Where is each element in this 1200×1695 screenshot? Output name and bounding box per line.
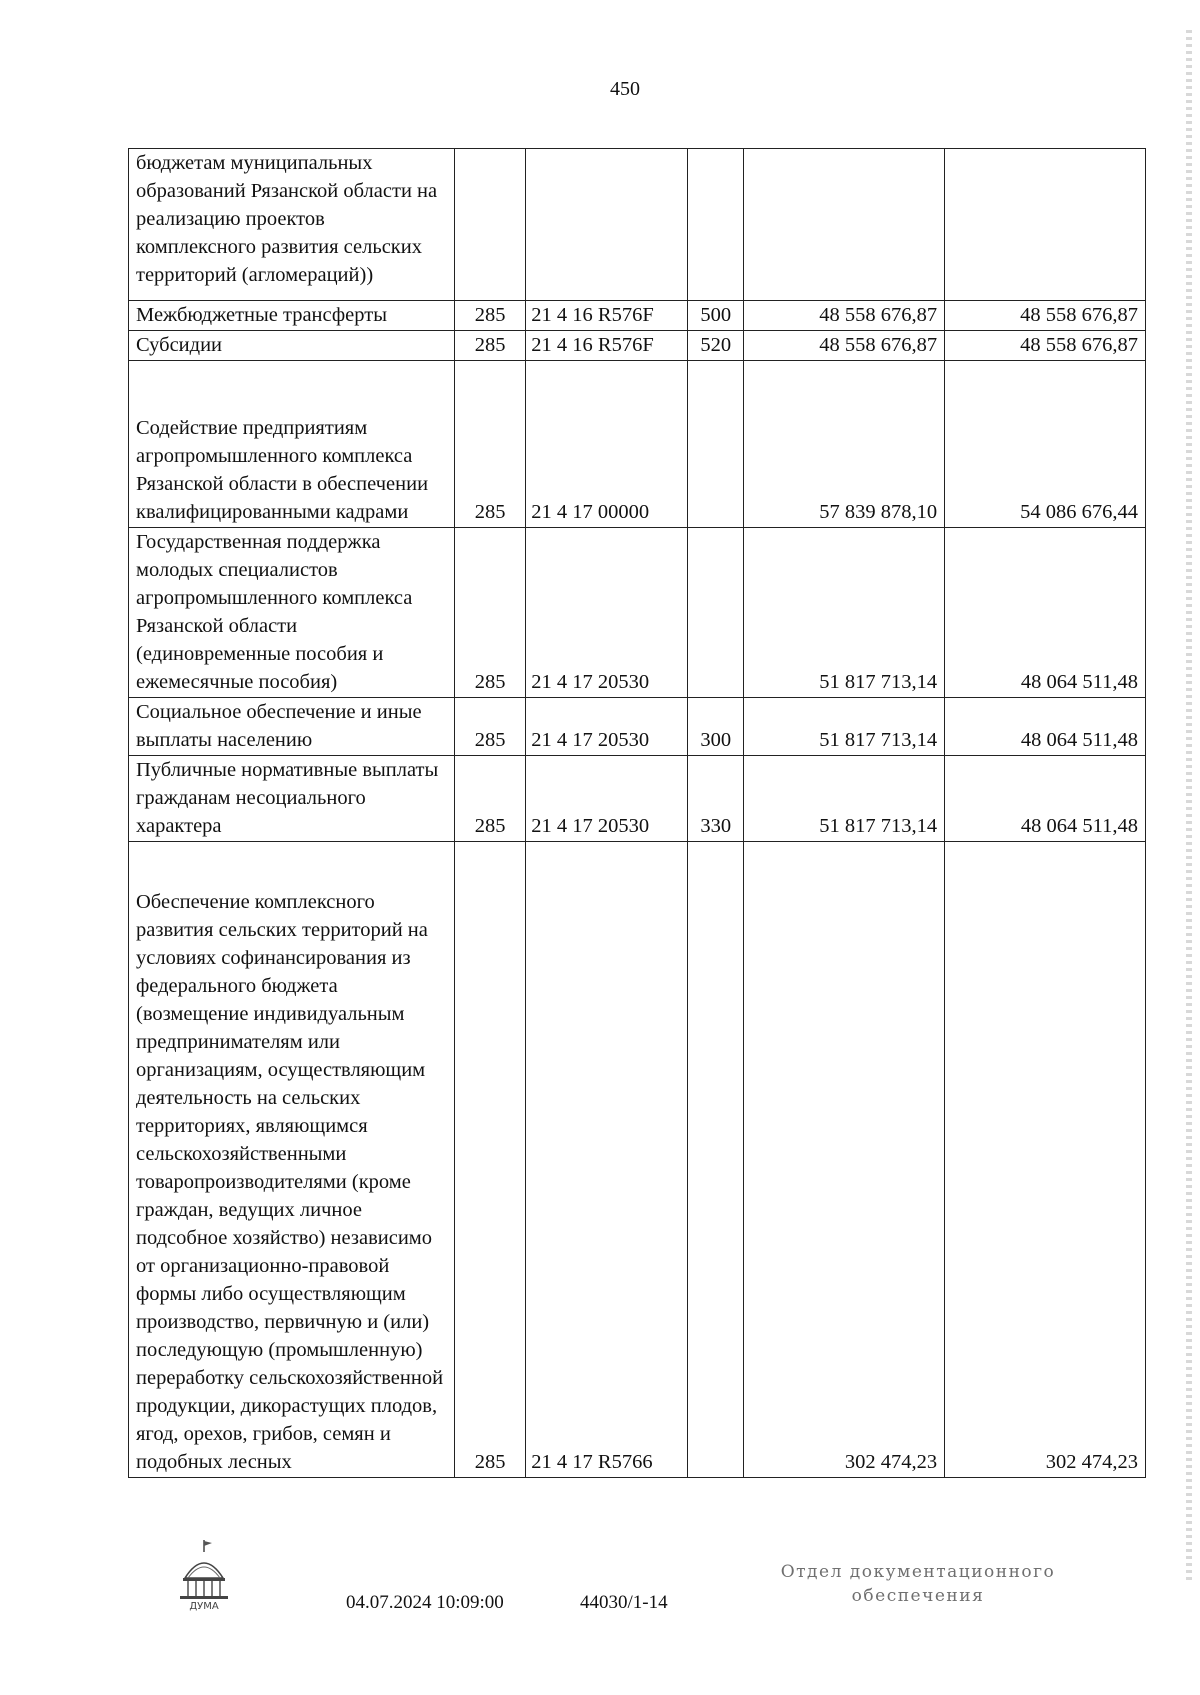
row-expense-type <box>688 842 744 1478</box>
row-name: Обеспечение комплексного развития сельских территорий на условиях софинансирования из федерального бюджета (возмещение индивидуальным предпринимателям или организациям, осуществляющим деятельность на сельских территориях, являющимся сельскохозяйственными товаропроизводителями (кроме граждан, ведущих личное подсобное хозяйство) независимо от организационно-правовой формы либо осуществляющим производство, первичную и (или) последующую (промышленную) переработку сельскохозяйственной продукции, дикорастущих плодов, ягод, орехов, грибов, семян и подобных лесных <box>129 842 455 1478</box>
row-sum-2: 48 558 676,87 <box>945 331 1146 361</box>
row-sum-1: 51 817 713,14 <box>744 698 945 756</box>
row-sum-1 <box>744 149 945 301</box>
row-target-code: 21 4 17 R5766 <box>526 842 688 1478</box>
row-admin-code: 285 <box>455 842 526 1478</box>
row-expense-type: 520 <box>688 331 744 361</box>
row-name: Субсидии <box>129 331 455 361</box>
row-sum-1: 51 817 713,14 <box>744 528 945 698</box>
row-target-code: 21 4 17 00000 <box>526 361 688 528</box>
row-sum-1: 302 474,23 <box>744 842 945 1478</box>
row-target-code: 21 4 16 R576F <box>526 301 688 331</box>
table-row <box>129 698 1146 756</box>
row-expense-type <box>688 361 744 528</box>
duma-emblem-logo <box>175 1538 233 1612</box>
row-sum-2: 48 064 511,48 <box>945 698 1146 756</box>
table-row <box>129 331 1146 361</box>
footer-registration-number: 44030/1-14 <box>580 1592 668 1613</box>
row-target-code: 21 4 16 R576F <box>526 331 688 361</box>
footer-datetime: 04.07.2024 10:09:00 <box>346 1592 504 1613</box>
table-row <box>129 528 1146 698</box>
row-name: Межбюджетные трансферты <box>129 301 455 331</box>
stamp-line-2: обеспечения <box>851 1586 985 1606</box>
table-row <box>129 301 1146 331</box>
row-name: Государственная поддержка молодых специалистов агропромышленного комплекса Рязанской области (единовременные пособия и ежемесячные пособия) <box>129 528 455 698</box>
row-sum-1: 57 839 878,10 <box>744 361 945 528</box>
department-stamp <box>758 1560 1078 1608</box>
row-sum-2 <box>945 149 1146 301</box>
table-row <box>129 756 1146 842</box>
scan-edge-strip <box>1186 30 1192 1580</box>
stamp-line-1: Отдел документационного <box>780 1562 1056 1582</box>
row-sum-1: 51 817 713,14 <box>744 756 945 842</box>
row-sum-2: 48 064 511,48 <box>945 756 1146 842</box>
row-admin-code: 285 <box>455 698 526 756</box>
row-sum-2: 48 558 676,87 <box>945 301 1146 331</box>
row-admin-code: 285 <box>455 331 526 361</box>
row-expense-type <box>688 528 744 698</box>
row-sum-1: 48 558 676,87 <box>744 301 945 331</box>
row-sum-1: 48 558 676,87 <box>744 331 945 361</box>
row-sum-2: 302 474,23 <box>945 842 1146 1478</box>
row-expense-type: 330 <box>688 756 744 842</box>
row-sum-2: 54 086 676,44 <box>945 361 1146 528</box>
row-expense-type: 500 <box>688 301 744 331</box>
page-number: 450 <box>610 78 640 100</box>
table-row <box>129 361 1146 528</box>
row-name: Социальное обеспечение и иные выплаты населению <box>129 698 455 756</box>
row-admin-code <box>455 149 526 301</box>
table-row <box>129 149 1146 301</box>
row-admin-code: 285 <box>455 361 526 528</box>
row-expense-type: 300 <box>688 698 744 756</box>
row-target-code: 21 4 17 20530 <box>526 756 688 842</box>
table-row <box>129 842 1146 1478</box>
row-target-code <box>526 149 688 301</box>
row-name: бюджетам муниципальных образований Рязанской области на реализацию проектов комплексного развития сельских территорий (агломераций)) <box>129 149 455 301</box>
row-name: Публичные нормативные выплаты гражданам несоциального характера <box>129 756 455 842</box>
row-name: Содействие предприятиям агропромышленного комплекса Рязанской области в обеспечении квалифицированными кадрами <box>129 361 455 528</box>
row-admin-code: 285 <box>455 301 526 331</box>
row-admin-code: 285 <box>455 756 526 842</box>
row-expense-type <box>688 149 744 301</box>
row-admin-code: 285 <box>455 528 526 698</box>
budget-table <box>128 148 1146 1478</box>
logo-text: ДУМА <box>189 1601 219 1612</box>
row-target-code: 21 4 17 20530 <box>526 698 688 756</box>
row-sum-2: 48 064 511,48 <box>945 528 1146 698</box>
row-target-code: 21 4 17 20530 <box>526 528 688 698</box>
